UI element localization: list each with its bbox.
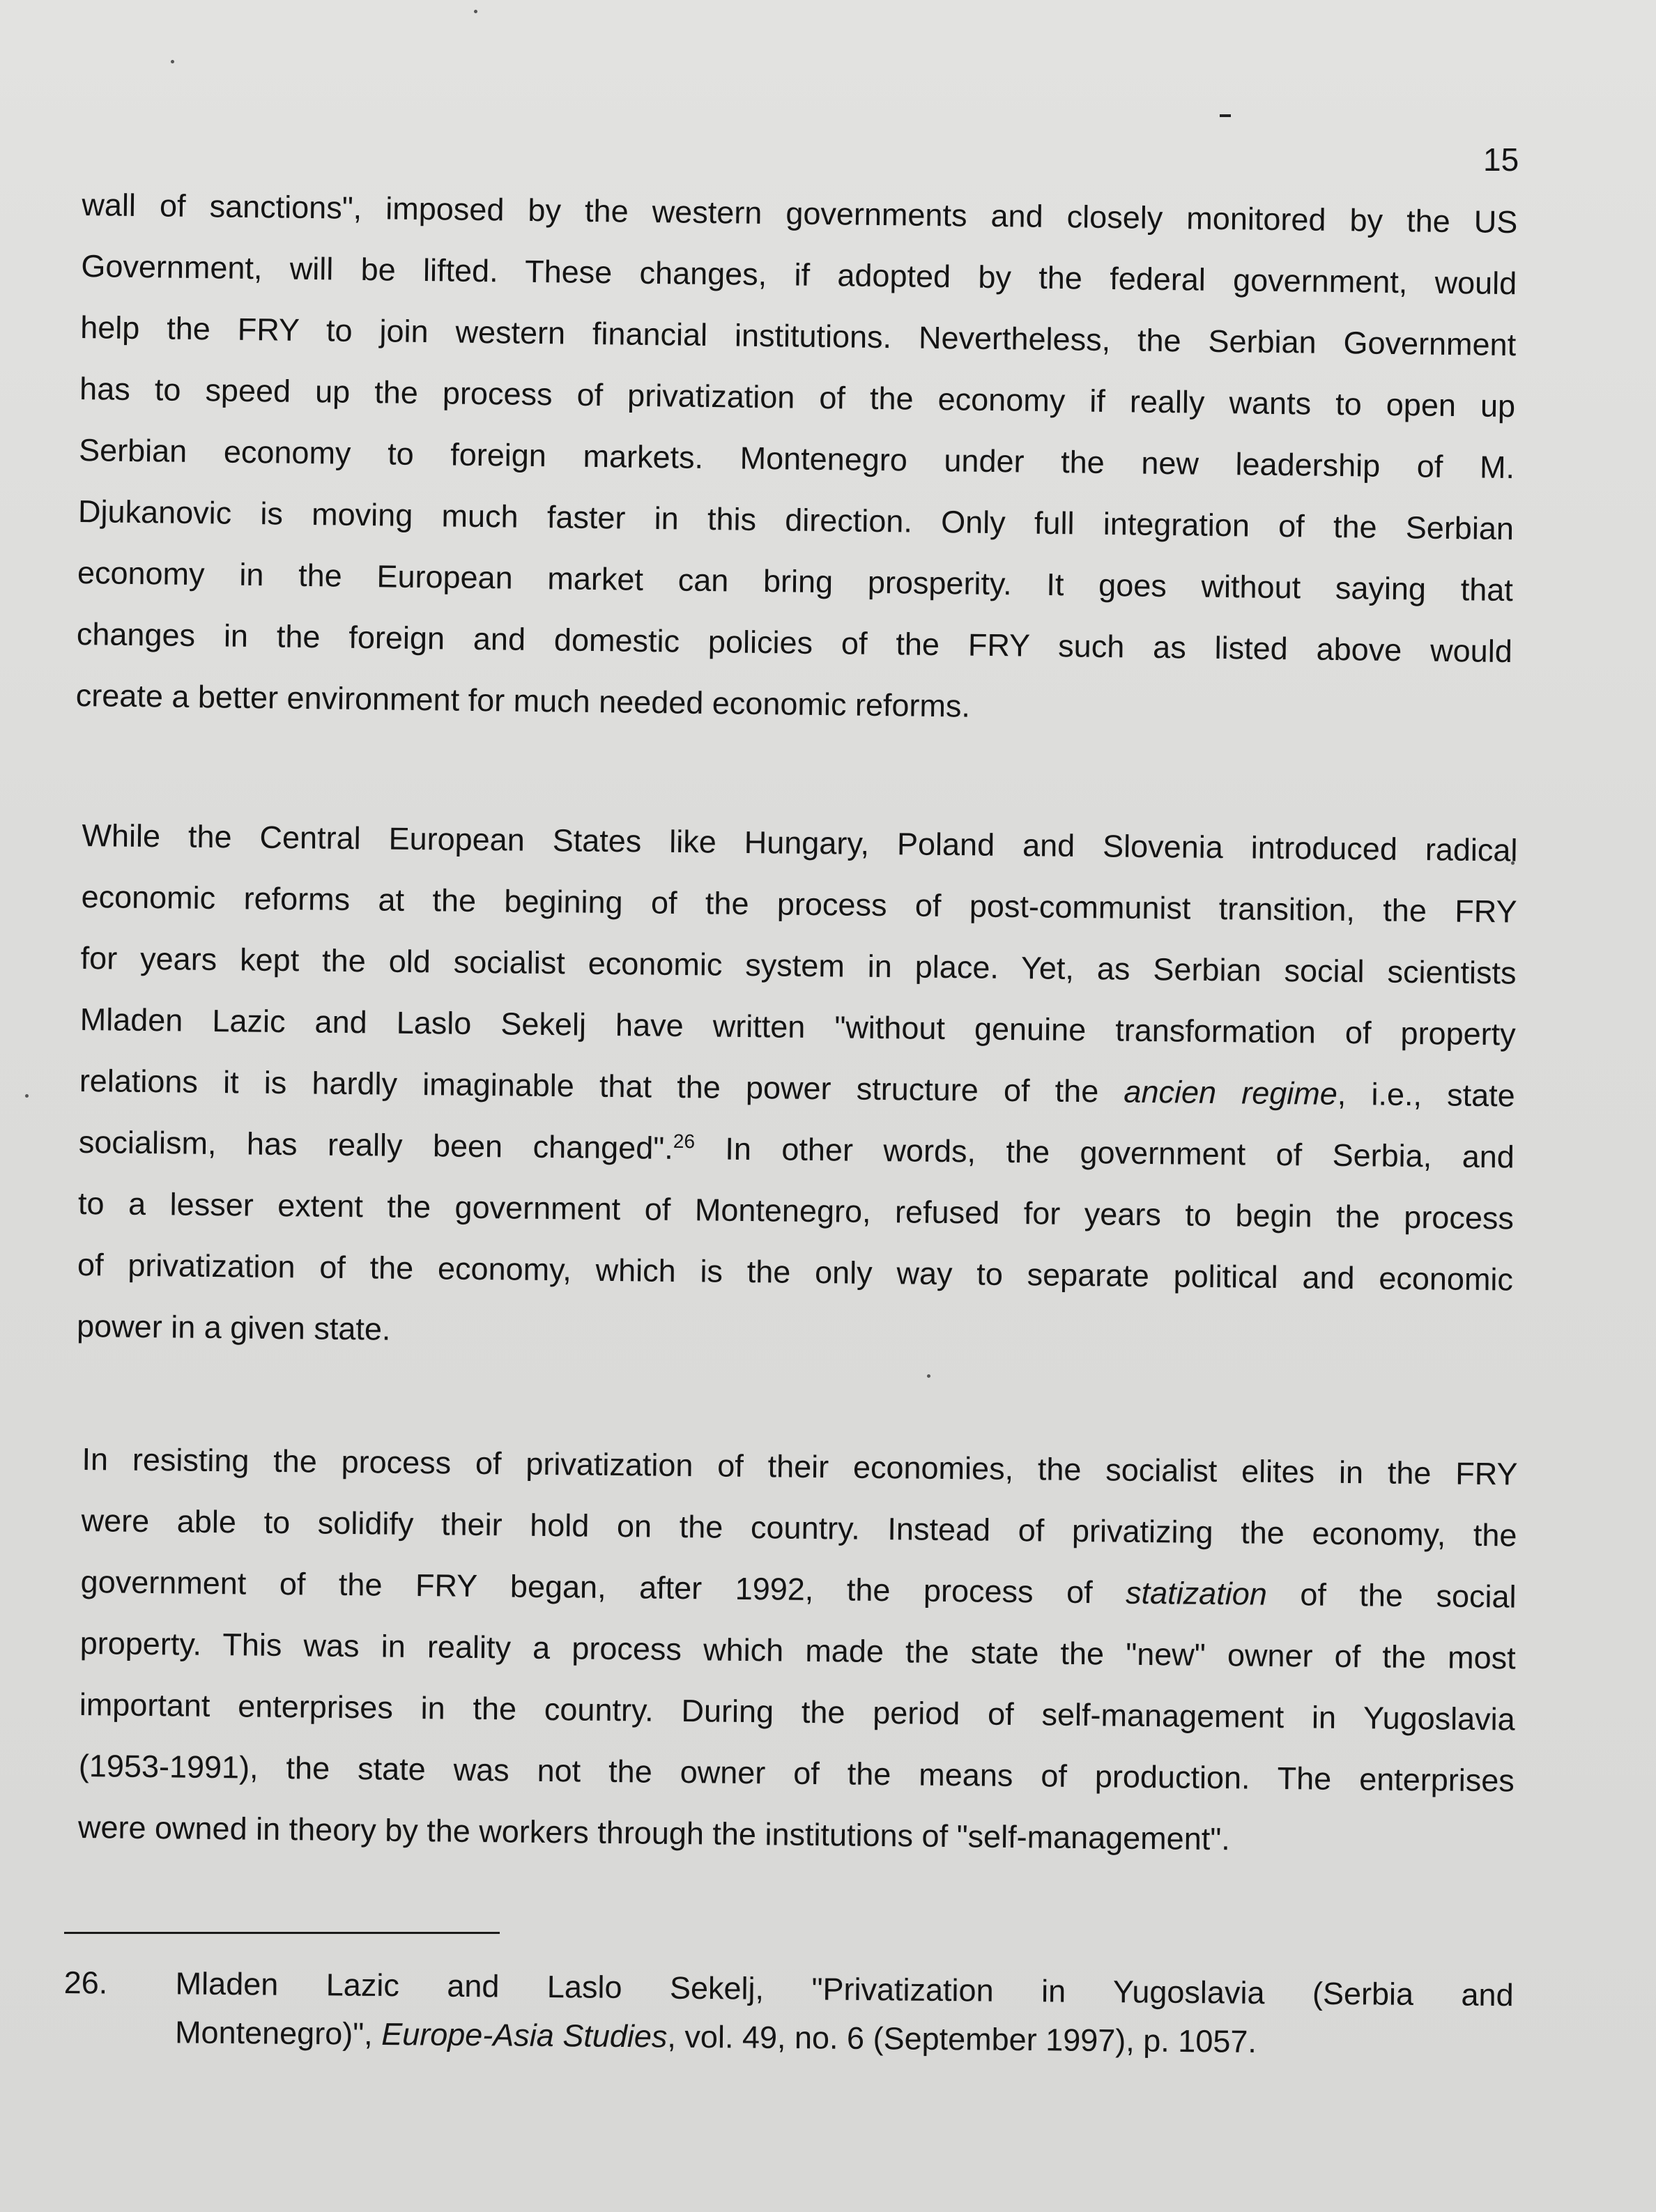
text-run: of the social — [1266, 1576, 1517, 1615]
text-line: economy in the European market can bring prosperity. It goes without saying that — [77, 554, 1514, 608]
text-line: were owned in theory by the workers through the institutions of "self-management". — [77, 1808, 1231, 1857]
text-line: Government, will be lifted. These changes, if adopted by the federal government, would — [81, 247, 1517, 302]
text-line: While the Central European States like Hungary, Poland and Slovenia introduced radical — [82, 817, 1518, 868]
italic-term: statization — [1125, 1574, 1268, 1612]
footnote-number: 26. — [63, 1964, 108, 2001]
paragraph-statization — [78, 1429, 1518, 1873]
text-line: of privatization of the economy, which is the only way to separate political and economic — [77, 1246, 1514, 1298]
footnote-divider — [64, 1932, 500, 1934]
text-line: Djukanovic is moving much faster in this direction. Only full integration of the Serbian — [77, 493, 1515, 547]
dust-speck — [25, 1094, 29, 1098]
text-line: In resisting the process of privatization of their economies, the socialist elites in the FRY — [82, 1441, 1518, 1492]
footnote-text — [175, 1959, 1514, 2068]
paragraph-central-europe — [77, 805, 1518, 1372]
dust-speck — [927, 1374, 930, 1378]
text-line: create a better environment for much needed economic reforms. — [75, 677, 971, 724]
text-run: Montenegro)", — [174, 2014, 382, 2052]
journal-title: Europe-Asia Studies — [381, 2015, 668, 2054]
text-run: socialism, has really been changed". — [78, 1123, 674, 1166]
italic-term: ancien regime — [1124, 1073, 1338, 1112]
footnote-line: Mladen Lazic and Laslo Sekelj, "Privatization in Yugoslavia (Serbia and — [175, 1965, 1514, 2013]
text-line: Mladen Lazic and Laslo Sekelj have written "without genuine transformation of property — [79, 1001, 1516, 1052]
text-line: changes in the foreign and domestic policies of the FRY such as listed above would — [76, 615, 1513, 670]
text-line: Serbian economy to foreign markets. Montenegro under the new leadership of M. — [78, 431, 1515, 486]
text-run: , i.e., state — [1337, 1075, 1516, 1114]
scan-mark — [1220, 114, 1231, 117]
footnote-26 — [63, 1958, 1514, 2068]
text-line: important enterprises in the country. During the period of self-management in Yugoslavia — [79, 1686, 1516, 1737]
text-line: were able to solidify their hold on the country. Instead of privatizing the economy, the — [81, 1502, 1517, 1553]
dust-speck — [474, 10, 477, 13]
dust-speck — [171, 60, 174, 63]
text-run: relations it is hardly imaginable that the power structure of the — [79, 1062, 1124, 1109]
text-run: , vol. 49, no. 6 (September 1997), p. 1057. — [667, 2018, 1257, 2059]
text-line: has to speed up the process of privatization of the economy if really wants to open up — [79, 370, 1516, 424]
text-line: help the FRY to join western financial institutions. Nevertheless, the Serbian Government — [80, 309, 1517, 363]
text-run: government of the FRY began, after 1992, the process of — [80, 1563, 1126, 1611]
text-line: (1953-1991), the state was not the owner of the means of production. The enterprises — [78, 1747, 1515, 1799]
footnote-reference: 26 — [673, 1130, 696, 1153]
paragraph-sanctions — [75, 174, 1518, 744]
text-line: economic reforms at the begining of the process of post-communist transition, the FRY — [81, 878, 1517, 930]
text-run: In other words, the government of Serbia, and — [694, 1130, 1515, 1175]
text-line: to a lesser extent the government of Montenegro, refused for years to begin the process — [77, 1185, 1515, 1236]
page-number: 15 — [1483, 141, 1519, 178]
text-line: property. This was in reality a process which made the state the "new" owner of the most — [79, 1625, 1516, 1676]
text-line: wall of sanctions", imposed by the western governments and closely monitored by the US — [82, 186, 1518, 240]
text-line: power in a given state. — [76, 1307, 391, 1347]
text-line: for years kept the old socialist economic system in place. Yet, as Serbian social scientists — [80, 939, 1517, 991]
